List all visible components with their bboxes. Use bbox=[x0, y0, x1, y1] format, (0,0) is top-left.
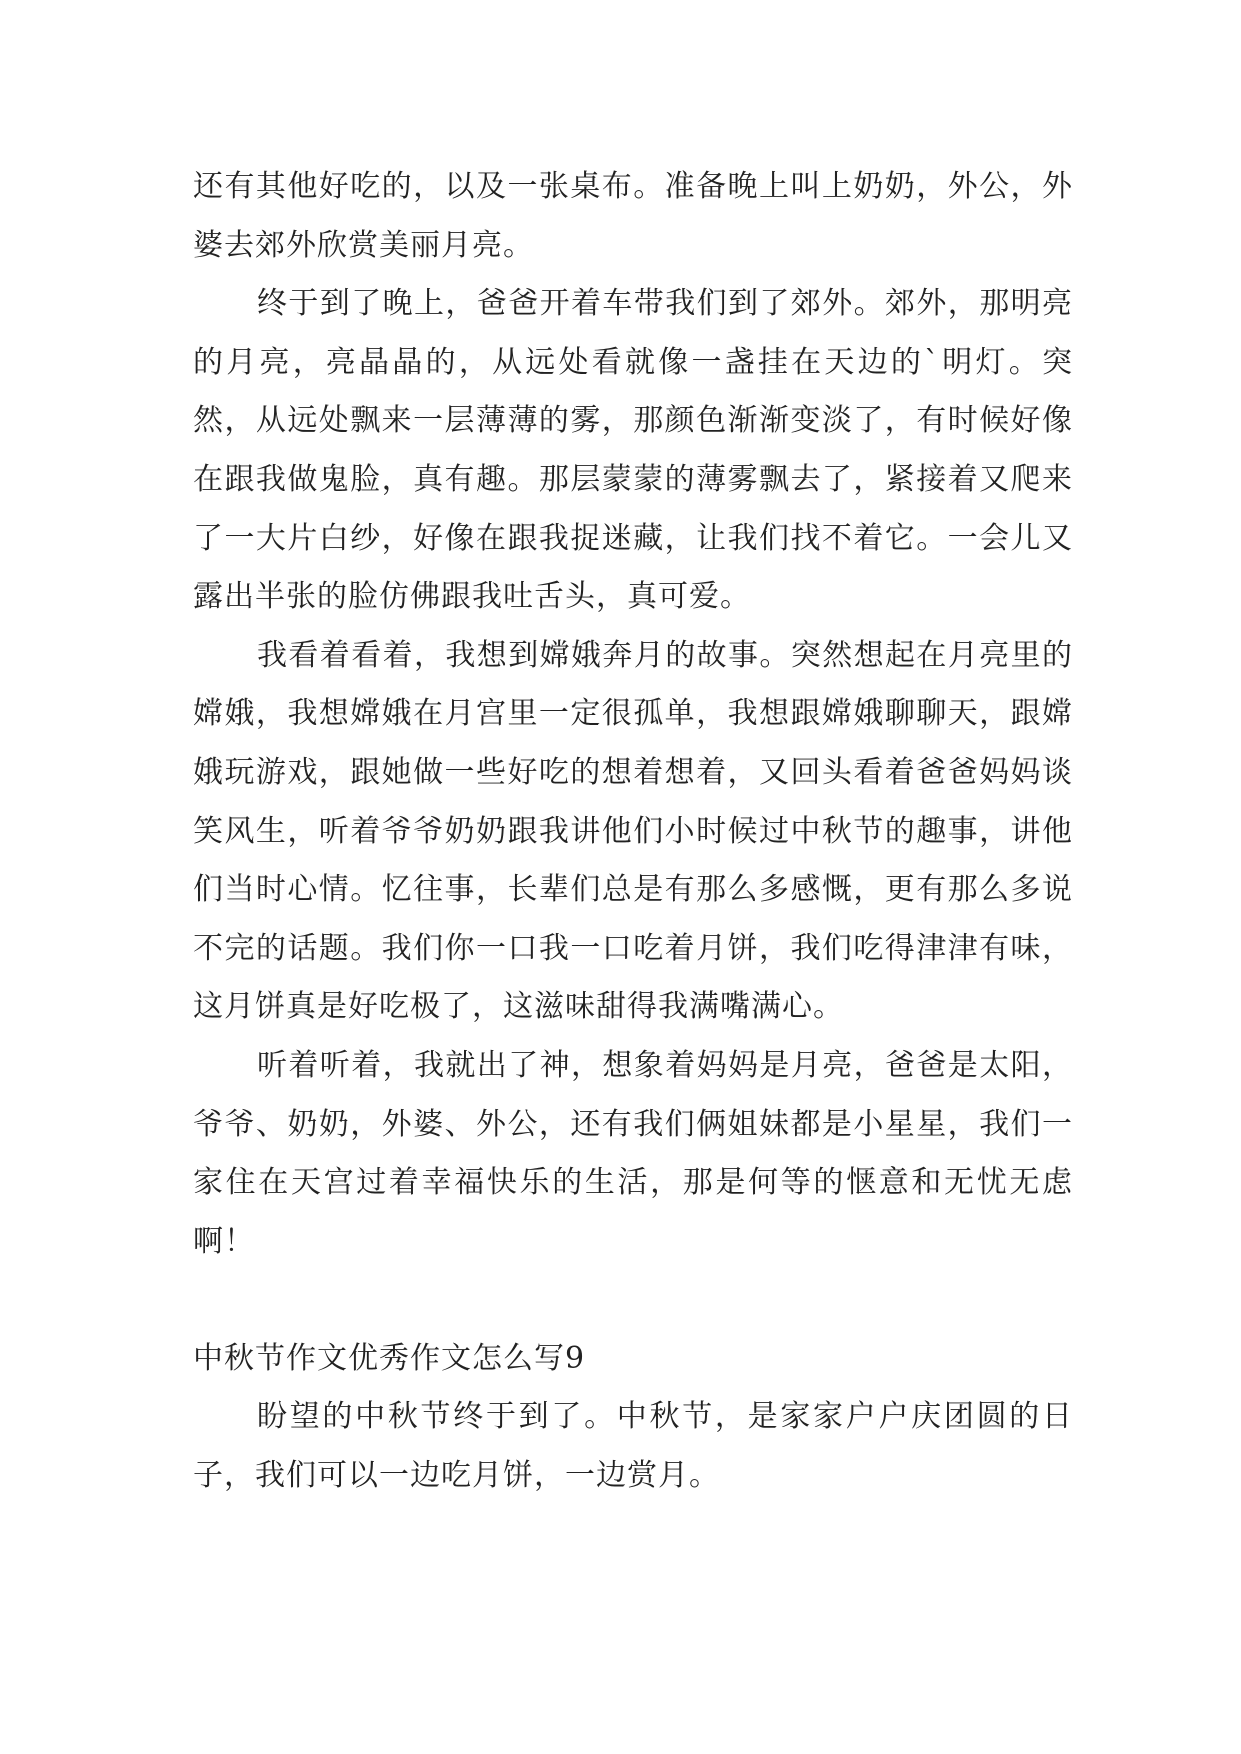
paragraph-festival-intro: 盼望的中秋节终于到了。中秋节，是家家户户庆团圆的日子，我们可以一边吃月饼，一边赏月。 bbox=[193, 1399, 1073, 1494]
paragraph-imagination: 听着听着，我就出了神，想象着妈妈是月亮，爸爸是太阳，爷爷、奶奶，外婆、外公，还有我们俩姐妹都是小星星，我们一家住在天宫过着幸福快乐的生活，那是何等的惬意和无忧无虑啊！ bbox=[193, 1047, 1073, 1259]
paragraph-moon-outing: 终于到了晚上，爸爸开着车带我们到了郊外。郊外，那明亮的月亮，亮晶晶的，从远处看就像一盏挂在天边的`明灯。突然，从远处飘来一层薄薄的雾，那颜色渐渐变淡了，有时候好像在跟我做鬼脸，真有趣。那层蒙蒙的薄雾飘去了，紧接着又爬来了一大片白纱，好像在跟我捉迷藏，让我们找不着它。一会儿又露出半张的脸仿佛跟我吐舌头，真可爱。 bbox=[193, 286, 1073, 615]
section-heading: 中秋节作文优秀作文怎么写9 bbox=[193, 1340, 586, 1376]
paragraph-continuation: 还有其他好吃的，以及一张桌布。准备晚上叫上奶奶，外公，外婆去郊外欣赏美丽月亮。 bbox=[193, 169, 1073, 263]
document-body bbox=[193, 158, 1073, 1506]
section-spacer bbox=[193, 1271, 1073, 1330]
paragraph-change-story: 我看着看着，我想到嫦娥奔月的故事。突然想起在月亮里的嫦娥，我想嫦娥在月宫里一定很孤单，我想跟嫦娥聊聊天，跟嫦娥玩游戏，跟她做一些好吃的想着想着，又回头看着爸爸妈妈谈笑风生，听着爷爷奶奶跟我讲他们小时候过中秋节的趣事，讲他们当时心情。忆往事，长辈们总是有那么多感慨，更有那么多说不完的话题。我们你一口我一口吃着月饼，我们吃得津津有味，这月饼真是好吃极了，这滋味甜得我满嘴满心。 bbox=[193, 637, 1073, 1025]
